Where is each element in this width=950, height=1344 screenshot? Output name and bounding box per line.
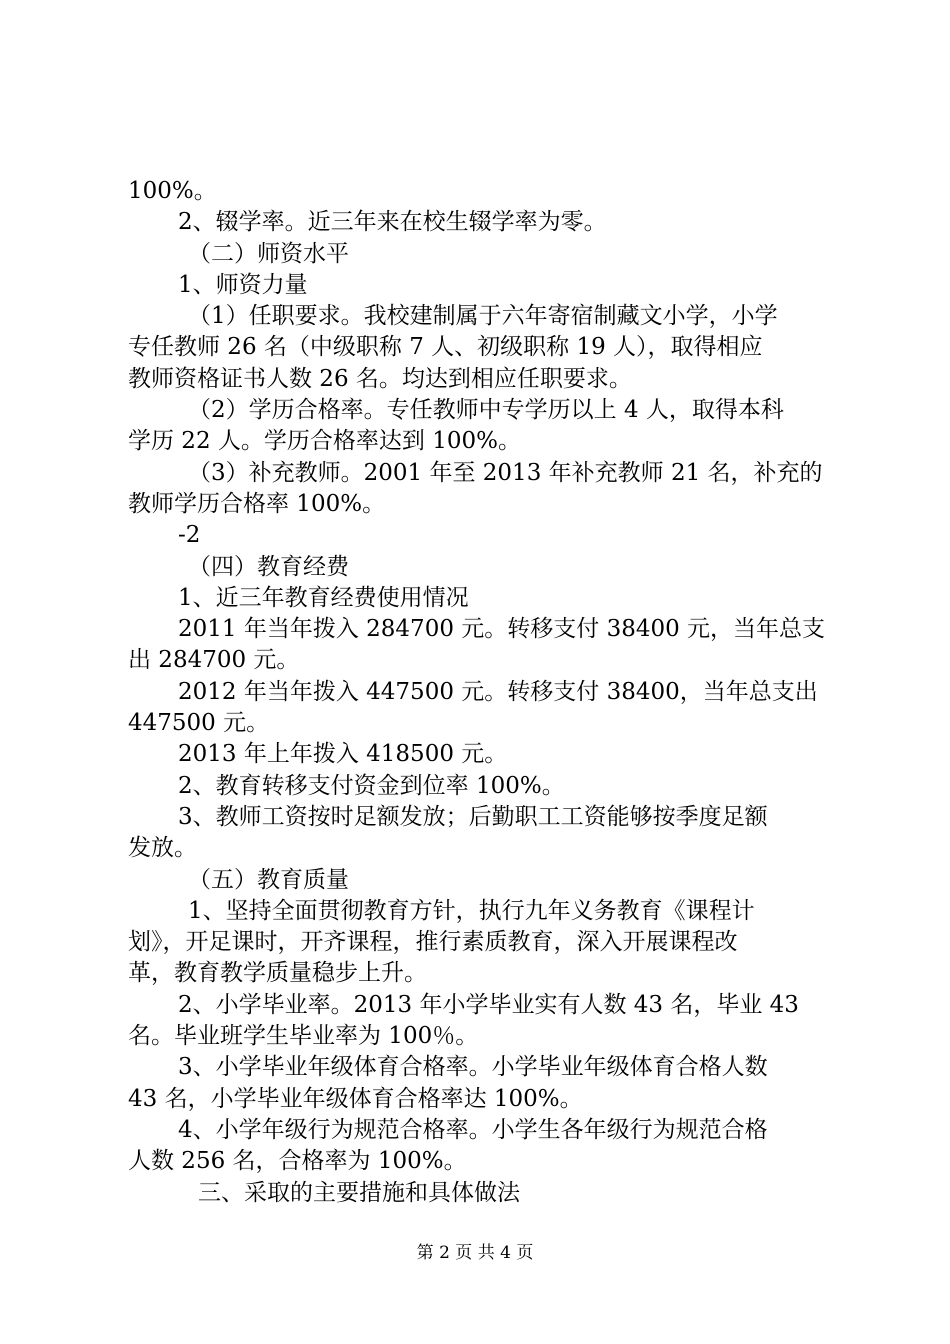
text-line: 2、小学毕业率。2013 年小学毕业实有人数 43 名，毕业 43 <box>178 991 799 1018</box>
text-line: 发放。 <box>128 835 197 862</box>
text-line: 1、坚持全面贯彻教育方针，执行九年义务教育《课程计 <box>188 897 755 924</box>
text-line: （3）补充教师。2001 年至 2013 年补充教师 21 名，补充的 <box>188 459 823 486</box>
text-line: 教师学历合格率 100%。 <box>128 490 386 517</box>
text-line: 2011 年当年拨入 284700 元。转移支付 38400 元，当年总支 <box>178 616 826 643</box>
text-line: 学历 22 人。学历合格率达到 100%。 <box>128 428 521 455</box>
text-line: 专任教师 26 名（中级职称 7 人、初级职称 19 人），取得相应 <box>128 334 763 361</box>
text-line: 革，教育教学质量稳步上升。 <box>128 960 427 987</box>
text-line: 3、小学毕业年级体育合格率。小学毕业年级体育合格人数 <box>178 1054 768 1081</box>
text-line: （2）学历合格率。专任教师中专学历以上 4 人，取得本科 <box>188 397 784 424</box>
section-heading: 三、采取的主要措施和具体做法 <box>198 1179 520 1206</box>
subsection-heading: 1、师资力量 <box>178 271 308 298</box>
text-line: 人数 256 名，合格率为 100%。 <box>128 1148 467 1175</box>
text-line: 2013 年上年拨入 418500 元。 <box>178 741 508 768</box>
text-line: 2、教育转移支付资金到位率 100%。 <box>178 772 565 799</box>
text-line: 43 名，小学毕业年级体育合格率达 100%。 <box>128 1085 583 1112</box>
text-line: 3、教师工资按时足额发放；后勤职工工资能够按季度足额 <box>178 803 768 830</box>
text-line: 划》，开足课时，开齐课程，推行素质教育，深入开展课程改 <box>128 929 738 956</box>
text-line: 4、小学年级行为规范合格率。小学生各年级行为规范合格 <box>178 1116 768 1143</box>
section-heading: （二）师资水平 <box>188 240 349 267</box>
text-line: 2、辍学率。近三年来在校生辍学率为零。 <box>178 209 607 236</box>
text-line: 名。毕业班学生毕业率为 100％。 <box>128 1023 479 1050</box>
text-line: 2012 年当年拨入 447500 元。转移支付 38400，当年总支出 <box>178 678 818 705</box>
text-line: 447500 元。 <box>128 710 270 737</box>
page-footer: 第 2 页 共 4 页 <box>416 1243 534 1263</box>
section-heading: （四）教育经费 <box>188 553 349 580</box>
text-line: 出 284700 元。 <box>128 647 300 674</box>
body-text <box>128 176 830 1209</box>
subsection-heading: 1、近三年教育经费使用情况 <box>178 584 469 611</box>
text-line: 教师资格证书人数 26 名。均达到相应任职要求。 <box>128 365 632 392</box>
text-line: （1）任职要求。我校建制属于六年寄宿制藏文小学，小学 <box>188 303 778 330</box>
text-line: 100%。 <box>128 178 217 204</box>
text-line: -2 <box>178 522 201 549</box>
section-heading: （五）教育质量 <box>188 866 349 893</box>
